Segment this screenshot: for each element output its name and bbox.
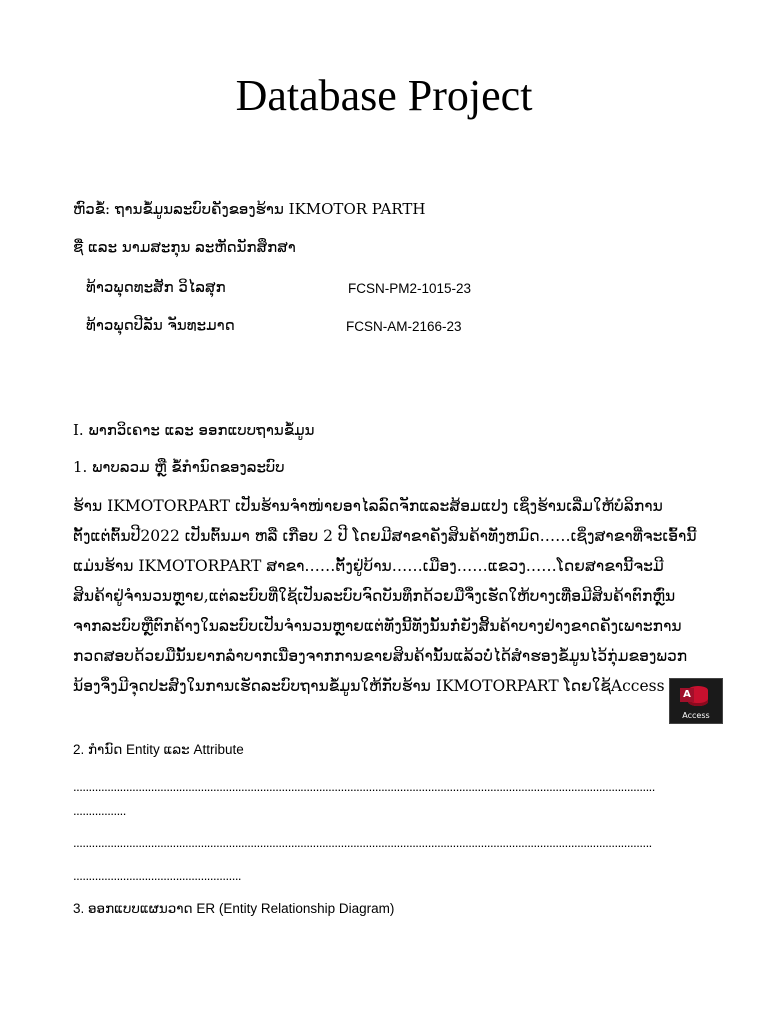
member-id: FCSN-AM-2166-23	[346, 319, 462, 334]
section-heading-overview: 1. ພາບລວມ ຫຼື ຂໍ້ກຳນົດຂອງລະບົບ	[73, 458, 285, 476]
member-id: FCSN-PM2-1015-23	[348, 281, 472, 296]
blank-line: ...........................................................................................................................................................................................	[73, 779, 655, 794]
access-logo-icon	[669, 678, 723, 724]
document-title: Database Project	[235, 71, 533, 120]
section-heading-analysis: I. ພາກວິເຄາະ ແລະ ອອກແບບຖານຂໍ້ມູນ	[73, 421, 315, 439]
member-name: ທ້າວພຸດປີລັນ ຈັນທະມາດ	[86, 316, 235, 334]
member-name: ທ້າວພຸດທະສັກ ວິໄລສຸກ	[86, 278, 226, 296]
topic-line: ຫົວຂໍ້: ຖານຂໍ້ມູນລະບົບຄັງຂອງຮ້ານ IKMOTOR PARTH	[73, 200, 426, 218]
blank-line: .................	[73, 803, 126, 818]
overview-paragraph: ຮ້ານ IKMOTORPART ເປັນຮ້ານຈຳໜ່າຍອາໄລລົດຈັກແລະສ້ອມແປງ ເຊິ່ງຮ້ານເລີ່ມໃຫ້ບໍລິການຕັ້ງແຕ່ຕົ້ນປີ2022 ເປັນຕົ້ນມາ ຫລື ເກືອບ 2 ປີ ໂດຍມີສາຂາຄັງສິນຄ້າທັງຫມົດ……ເຊິ່ງສາຂາທີ່ຈະເອົ້ານີ້ແມ່ນຮ້ານ IKMOTORPART ສາຂາ……ຕັ້ງຢູ່ບ້ານ……ເມືອງ……ແຂວງ……ໂດຍສາຂານີ້ຈະມີສິນຄ້າຢູ່ຈຳນວນຫຼາຍ,ແຕ່ລະບົບທີ່ໃຊ້ເປັນລະບົບຈົດບັນທຶກດ້ວຍມືຈຶ່ງເຮັດໃຫ້ບາງເທື່ອມີສິນຄ້າຕົກຫຼົ່ນຈາກລະບົບຫຼືຕົກຄ້າງໃນລະບົບເປັນຈຳນວນຫຼາຍແຕ່ທັງນີ້ທັງນັ້ນກໍ່ຍັງສິ້ນຄ້າບາງຢ່າງຂາດຄັງເພາະການກວດສອບດ້ວຍມືນັ້ນຍາກລຳບາກເນື່ອງຈາກການຂາຍສິນຄ້ານັ້ນແລ້ວບໍ່ໄດ້ສຳຮອງຂໍ້ມູນໄວ້ກຸ່ມຂອງພວກນ້ອງຈຶ່ງມີຈຸດປະສົງໃນການເຮັດລະບົບຖານຂໍ້ມູນໃຫ້ກັບຮ້ານ IKMOTORPART ໂດຍໃຊ້Access	[73, 497, 697, 695]
access-letter: A	[680, 688, 694, 702]
blank-line: ..........................................................................................................................................................................................	[73, 835, 652, 850]
section-heading-er-diagram: 3. ອອກແບບແຜນວາດ ER (Entity Relationship Diagram)	[73, 901, 395, 916]
access-label: Access	[682, 711, 710, 720]
members-heading: ຊື່ ແລະ ນາມສະກຸນ ລະຫັດນັກສຶກສາ	[73, 238, 296, 256]
section-heading-entity: 2. ກຳນົດ Entity ແລະ Attribute	[73, 742, 244, 757]
blank-line: ......................................................	[73, 868, 242, 883]
